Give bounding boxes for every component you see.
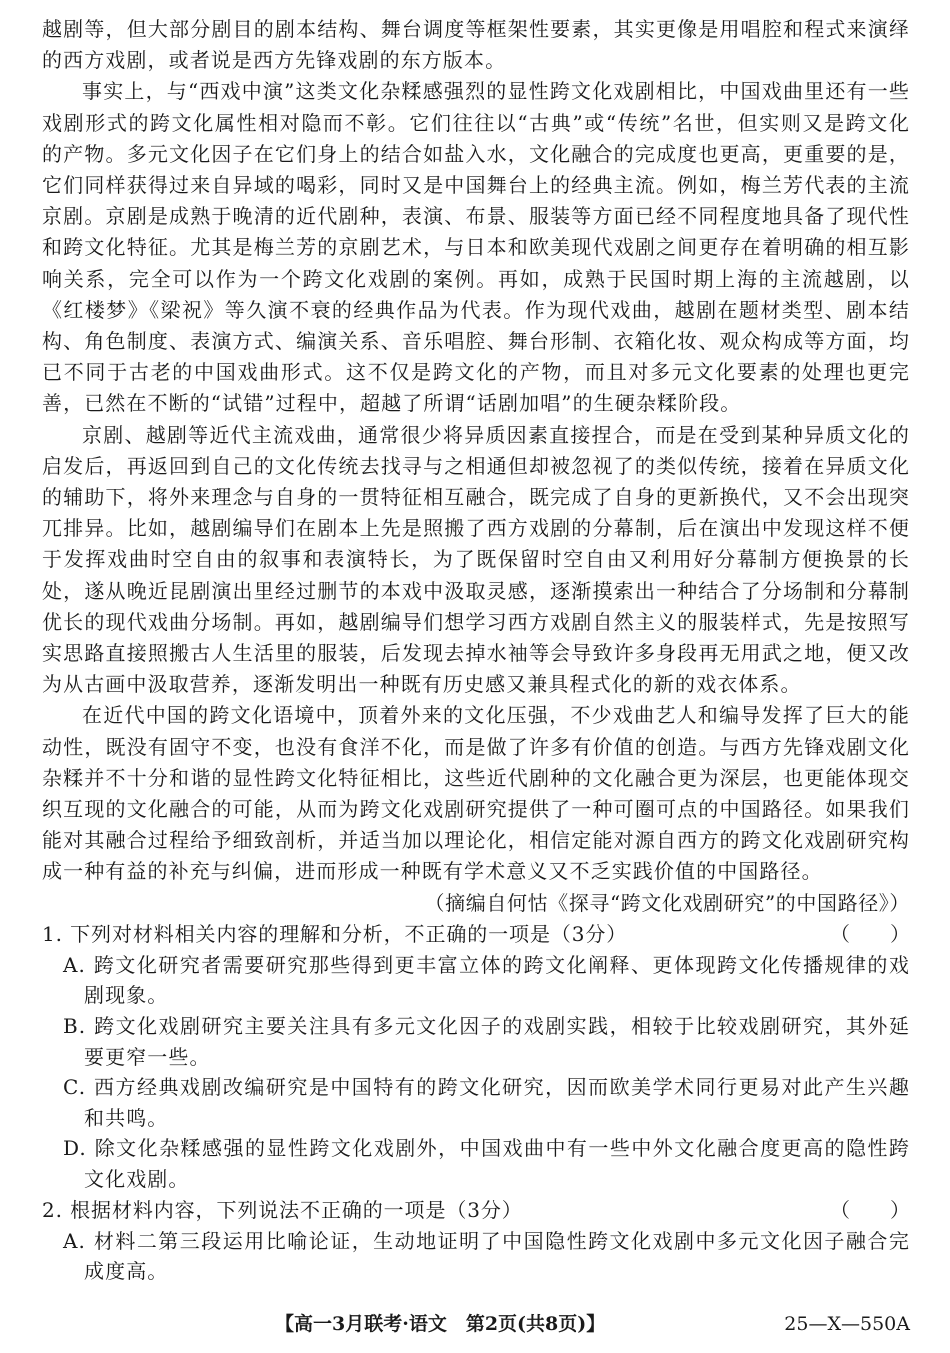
footer-exam-title: 【高一3月联考·语文 第2页(共8页)】: [275, 1313, 606, 1335]
question-1-option-a: A. 跨文化研究者需要研究那些得到更丰富立体的跨文化阐释、更体现跨文化传播规律的戏剧现象。: [63, 952, 910, 1008]
question-1-option-d: D. 除文化杂糅感强的显性跨文化戏剧外，中国戏曲中有一些中外文化融合度更高的隐性跨文化戏剧。: [63, 1136, 910, 1192]
page-footer: [0, 1308, 950, 1340]
article-paragraph: 京剧、越剧等近代主流戏曲，通常很少将异质因素直接捏合，而是在受到某种异质文化的启发后，再返回到自己的文化传统去找寻与之相通但却被忽视了的类似传统，接着在异质文化的辅助下，将外来理念与自身的一贯特征相互融合，既完成了自身的更新换代，又不会出现突兀排异。比如，越剧编导们在剧本上先是照搬了西方戏剧的分幕制，后在演出中发现这样不便于发挥戏曲时空自由的叙事和表演特长，为了既保留时空自由又利用好分幕制方便换景的长处，遂从晚近昆剧演出里经过删节的本戏中汲取灵感，逐渐摸索出一种结合了分场制和分幕制优长的现代戏曲分场制。再如，越剧编导们想学习西方戏剧自然主义的服装样式，先是按照写实思路直接照搬古人生活里的服装，后发现去掉水袖等会导致许多身段再无用武之地，便又改为从古画中汲取营养，逐渐发明出一种既有历史感又兼具程式化的新的戏衣体系。: [42, 422, 910, 697]
page-body: [42, 14, 910, 1287]
question-2-stem: [42, 1195, 910, 1226]
question-2-option-a: A. 材料二第三段运用比喻论证，生动地证明了中国隐性跨文化戏剧中多元文化因子融合完成度高。: [63, 1228, 910, 1284]
answer-bracket: （ ）: [830, 921, 910, 946]
question-1-option-c: C. 西方经典戏剧改编研究是中国特有的跨文化研究，因而欧美学术同行更易对此产生兴趣和共鸣。: [63, 1075, 910, 1130]
question-1-text: 1. 下列对材料相关内容的理解和分析，不正确的一项是（3分）: [42, 921, 628, 946]
question-2-text: 2. 根据材料内容，下列说法不正确的一项是（3分）: [42, 1197, 523, 1222]
footer-paper-code: 25—X—550A: [784, 1313, 910, 1335]
article-paragraph-continued: 越剧等，但大部分剧目的剧本结构、舞台调度等框架性要素，其实更像是用唱腔和程式来演绎的西方戏剧，或者说是西方先锋戏剧的东方版本。: [42, 17, 910, 73]
question-1-stem: [42, 919, 910, 950]
article-source-citation: （摘编自何怙《探寻“跨文化戏剧研究”的中国路径》）: [424, 890, 910, 915]
answer-bracket: （ ）: [830, 1197, 910, 1222]
article-paragraph: 在近代中国的跨文化语境中，顶着外来的文化压强，不少戏曲艺人和编导发挥了巨大的能动性，既没有固守不变，也没有食洋不化，而是做了许多有价值的创造。与西方先锋戏剧文化杂糅并不十分和谐的显性跨文化特征相比，这些近代剧种的文化融合更为深层，也更能体现交织互现的文化融合的可能，从而为跨文化戏剧研究提供了一种可圈可点的中国路径。如果我们能对其融合过程给予细致剖析，并适当加以理论化，相信定能对源自西方的跨文化戏剧研究构成一种有益的补充与纠偏，进而形成一种既有学术意义又不乏实践价值的中国路径。: [42, 703, 910, 884]
article-paragraph: 事实上，与“西戏中演”这类文化杂糅感强烈的显性跨文化戏剧相比，中国戏曲里还有一些戏剧形式的跨文化属性相对隐而不彰。它们往往以“古典”或“传统”名世，但实则又是跨文化的产物。多元文化因子在它们身上的结合如盐入水，文化融合的完成度也更高，更重要的是，它们同样获得过来自异域的喝彩，同时又是中国舞台上的经典主流。例如，梅兰芳代表的主流京剧。京剧是成熟于晚清的近代剧种，表演、布景、服装等方面已经不同程度地具备了现代性和跨文化特征。尤其是梅兰芳的京剧艺术，与日本和欧美现代戏剧之间更存在着明确的相互影响关系，完全可以作为一个跨文化戏剧的案例。再如，成熟于民国时期上海的主流越剧，以《红楼梦》《梁祝》等久演不衰的经典作品为代表。作为现代戏曲，越剧在题材类型、剧本结构、角色制度、表演方式、编演关系、音乐唱腔、舞台形制、衣箱化妆、观众构成等方面，均已不同于古老的中国戏曲形式。这不仅是跨文化的产物，而且对多元文化要素的处理也更完善，已然在不断的“试错”过程中，超越了所谓“话剧加唱”的生硬杂糅阶段。: [42, 79, 910, 416]
question-1-option-b: B. 跨文化戏剧研究主要关注具有多元文化因子的戏剧实践，相较于比较戏剧研究，其外延要更窄一些。: [63, 1014, 910, 1069]
